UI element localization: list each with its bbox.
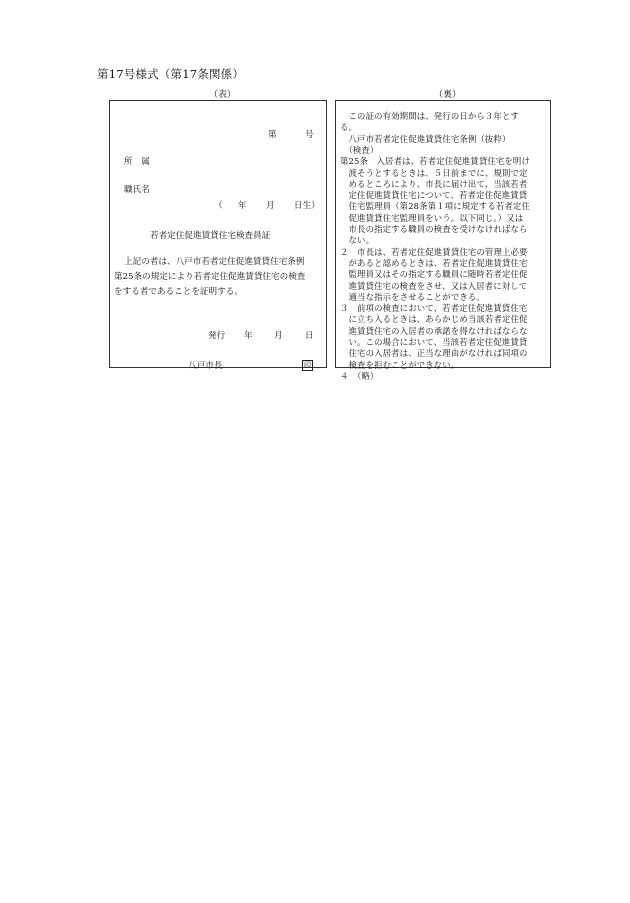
regulation-line: 市長の指定する職員の検査を受けなければなら (340, 224, 528, 234)
regulation-line: 定住促進賃貸住宅について、若者定住促進賃貸 (340, 190, 528, 201)
certificate-body-line-1: 上記の者は、八戸市若者定住促進賃貸住宅条例 (124, 257, 305, 267)
front-side-label: （表） (209, 90, 237, 100)
regulation-line: い。この場合において、当該若者定住促進賃貸 (340, 337, 528, 347)
regulation-line: ４ （略） (340, 370, 379, 381)
dob-year: 年 (238, 201, 247, 211)
regulation-line: 住宅監理員（第28条第１項に規定する若者定住 (340, 201, 530, 212)
dob-day: 日生） (294, 201, 320, 211)
issue-label: 発行 (208, 331, 226, 341)
regulation-line: 第25条 入居者は、若者定住促進賃貸住宅を明け (340, 156, 530, 167)
dob-month: 月 (266, 201, 275, 211)
regulation-line: る。 (340, 122, 358, 133)
regulation-line: 住宅の入居者は、正当な理由がなければ同項の (340, 348, 528, 359)
seal-stamp (302, 360, 313, 373)
issue-month: 月 (274, 331, 283, 341)
card-front-panel (109, 100, 327, 371)
form-heading: 第17号様式（第17条関係） (97, 67, 245, 81)
mayor-label: 八戸市長 (188, 361, 223, 371)
regulation-line: 進賃貸住宅の入居者の承諾を得なければならな (340, 325, 528, 336)
regulation-line: 監理員又はその指定する職員に随時若者定住促 (340, 269, 528, 280)
regulation-line: ない。 (340, 235, 375, 246)
regulation-line: 促進賃貸住宅監理員をいう。以下同じ。）又は (340, 212, 524, 223)
regulation-line: この証の有効期間は、発行の日から３年とす (340, 111, 520, 121)
title-name-label: 職氏名 (124, 185, 150, 195)
regulation-line: 検査を拒むことができない。 (340, 359, 460, 370)
regulation-excerpt (340, 110, 548, 381)
affiliation-label: 所 属 (124, 157, 150, 167)
issue-day: 日 (305, 331, 314, 341)
certificate-body-line-3: をする者であることを証明する。 (114, 287, 243, 297)
card-back-panel (335, 100, 551, 381)
certificate-body-line-2: 第25条の規定により若者定住促進賃貸住宅の検査 (114, 272, 306, 282)
regulation-line: ２ 市長は、若者定住促進賃貸住宅の管理上必要 (340, 246, 528, 257)
number-prefix: 第 (268, 130, 277, 140)
dob-open-paren: （ (214, 201, 223, 211)
regulation-line: めるところにより、市長に届け出て、当該若者 (340, 178, 528, 189)
regulation-line: 渡そうとするときは、５日前までに、規則で定 (340, 167, 528, 178)
regulation-line: 適当な指示をさせることができる。 (340, 291, 485, 302)
issue-year: 年 (244, 331, 253, 341)
regulation-line: 進賃貸住宅の検査をさせ、又は入居者に対して (340, 280, 528, 291)
regulation-line: ３ 前項の検査において、若者定住促進賃貸住宅 (340, 303, 528, 314)
back-side-label: （裏） (434, 90, 462, 100)
regulation-line: （検査） (340, 144, 379, 155)
regulation-line: があると認めるときは、若者定住促進賃貸住宅 (340, 257, 528, 268)
regulation-line: 八戸市若者定住促進賃貸住宅条例（抜粋） (340, 133, 511, 144)
number-suffix: 号 (305, 130, 314, 140)
certificate-title: 若者定住促進賃貸住宅検査員証 (150, 231, 271, 241)
regulation-line: に立ち入るときは、あらかじめ当該若者定住促 (340, 314, 528, 325)
seal-box: 印 (304, 361, 311, 369)
